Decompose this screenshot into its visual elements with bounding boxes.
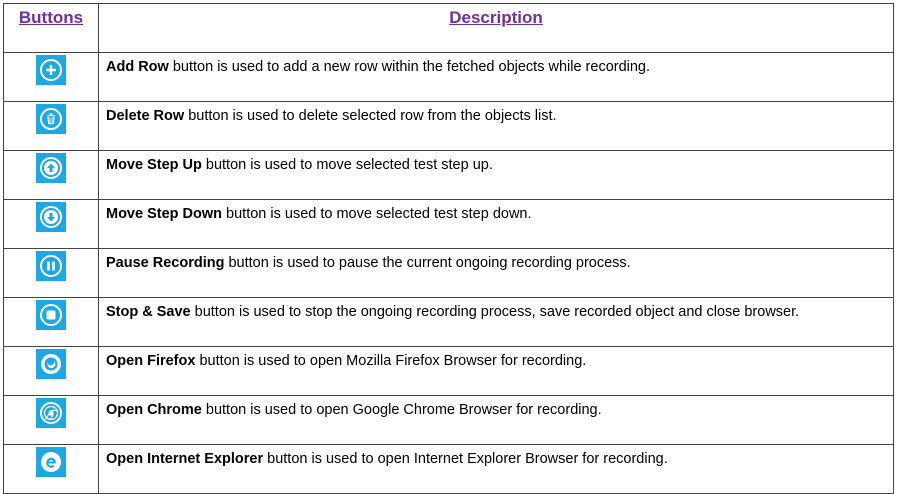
table-row bbox=[4, 53, 894, 102]
description-cell bbox=[99, 445, 894, 494]
button-description: button is used to pause the current ongoing recording process. bbox=[224, 255, 631, 271]
table-row bbox=[4, 445, 894, 494]
table-row bbox=[4, 151, 894, 200]
chrome-icon bbox=[36, 398, 66, 428]
button-name: Move Step Down bbox=[106, 206, 223, 222]
button-description: button is used to open Internet Explorer Browser for recording. bbox=[263, 451, 668, 467]
button-name: Open Chrome bbox=[106, 402, 202, 418]
firefox-icon bbox=[36, 349, 66, 379]
icon-cell bbox=[4, 151, 99, 200]
buttons-table bbox=[3, 3, 894, 494]
button-description: button is used to add a new row within the fetched objects while recording. bbox=[168, 59, 651, 75]
table-row bbox=[4, 200, 894, 249]
arrow-up-icon bbox=[36, 153, 66, 183]
button-name: Open Firefox bbox=[106, 353, 196, 369]
pause-icon bbox=[36, 251, 66, 281]
icon-cell bbox=[4, 396, 99, 445]
table-header-row bbox=[4, 4, 894, 53]
icon-cell bbox=[4, 298, 99, 347]
table-row bbox=[4, 249, 894, 298]
button-description: button is used to move selected test step up. bbox=[201, 157, 493, 173]
icon-cell bbox=[4, 200, 99, 249]
table-row bbox=[4, 298, 894, 347]
description-cell bbox=[99, 249, 894, 298]
button-description: button is used to open Mozilla Firefox Browser for recording. bbox=[195, 353, 587, 369]
description-cell bbox=[99, 200, 894, 249]
button-description: button is used to stop the ongoing recording process, save recorded object and close browser. bbox=[190, 304, 800, 320]
description-cell bbox=[99, 102, 894, 151]
description-cell bbox=[99, 298, 894, 347]
button-name: Pause Recording bbox=[106, 255, 225, 271]
button-name: Move Step Up bbox=[106, 157, 202, 173]
icon-cell bbox=[4, 249, 99, 298]
icon-cell bbox=[4, 445, 99, 494]
description-cell bbox=[99, 151, 894, 200]
add-icon bbox=[36, 55, 66, 85]
description-cell bbox=[99, 396, 894, 445]
icon-cell bbox=[4, 102, 99, 151]
icon-cell bbox=[4, 347, 99, 396]
button-description: button is used to open Google Chrome Browser for recording. bbox=[201, 402, 602, 418]
stop-icon bbox=[36, 300, 66, 330]
internet-explorer-icon bbox=[36, 447, 66, 477]
button-name: Open Internet Explorer bbox=[106, 451, 264, 467]
arrow-down-icon bbox=[36, 202, 66, 232]
description-cell bbox=[99, 53, 894, 102]
table-row bbox=[4, 396, 894, 445]
button-name: Stop & Save bbox=[106, 304, 191, 320]
table-row bbox=[4, 102, 894, 151]
icon-cell bbox=[4, 53, 99, 102]
button-name: Add Row bbox=[106, 59, 169, 75]
button-description: button is used to delete selected row from the objects list. bbox=[184, 108, 557, 124]
table-row bbox=[4, 347, 894, 396]
header-buttons: Buttons bbox=[4, 4, 99, 53]
button-description: button is used to move selected test step down. bbox=[222, 206, 532, 222]
header-description: Description bbox=[99, 4, 894, 53]
button-name: Delete Row bbox=[106, 108, 185, 124]
description-cell bbox=[99, 347, 894, 396]
delete-icon bbox=[36, 104, 66, 134]
